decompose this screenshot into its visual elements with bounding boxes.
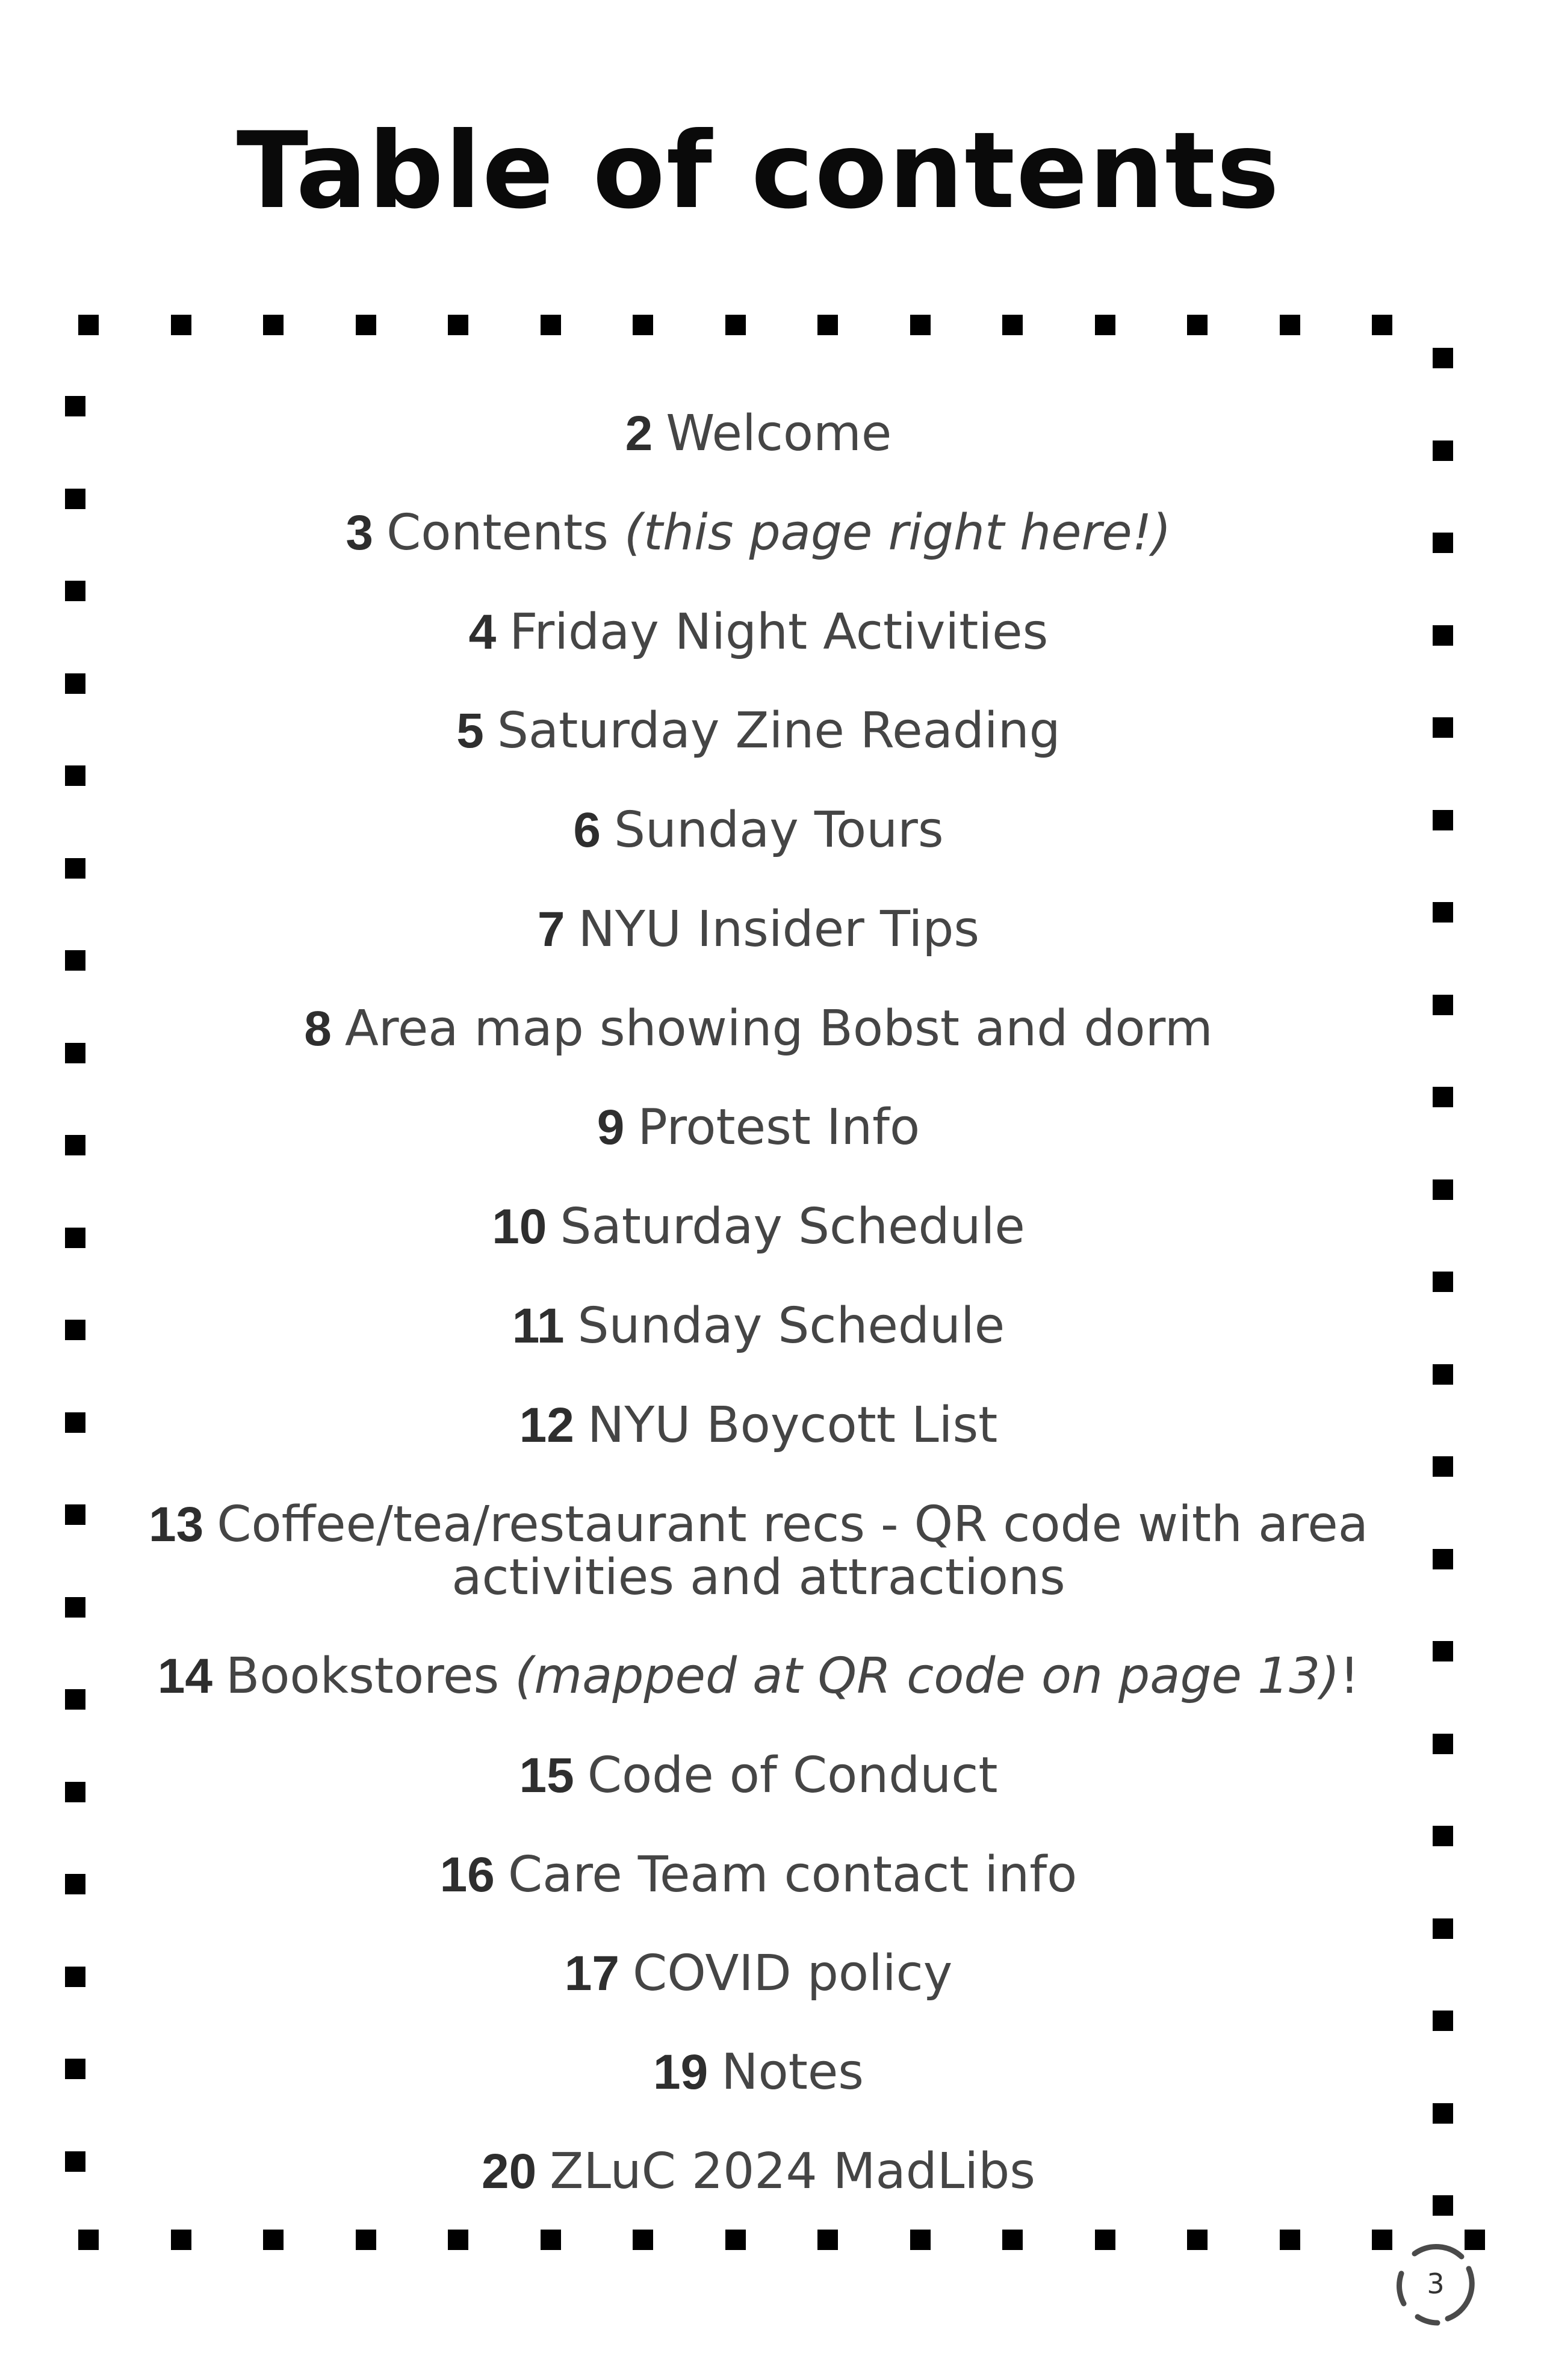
- toc-label: Coffee/tea/restaurant recs - QR code with area: [217, 1496, 1368, 1553]
- toc-entry-covid-policy[interactable]: [138, 1947, 1378, 2000]
- toc-page-number: 5: [456, 703, 484, 758]
- toc-entry-madlibs[interactable]: [138, 2145, 1378, 2198]
- toc-entry-welcome[interactable]: [138, 407, 1378, 460]
- toc-page-number: 9: [597, 1100, 625, 1155]
- page-number-badge: [1391, 2239, 1481, 2329]
- toc-label: Area map showing Bobst and dorm: [344, 1000, 1213, 1057]
- toc-entry-area-map[interactable]: [138, 1000, 1378, 1057]
- toc-entry-coffee-recs[interactable]: [138, 1498, 1378, 1604]
- toc-label: Sunday Tours: [613, 802, 944, 859]
- toc-label: Care Team contact info: [507, 1846, 1077, 1903]
- toc-label: Protest Info: [637, 1099, 920, 1156]
- toc-label-continued: activities and attractions: [451, 1549, 1065, 1606]
- toc-page-number: 20: [482, 2144, 537, 2199]
- toc-page-number: 19: [653, 2045, 708, 2100]
- toc-label: COVID policy: [632, 1945, 953, 2002]
- toc-label: Bookstores: [226, 1648, 500, 1705]
- toc-label: Contents: [386, 504, 609, 561]
- toc-page-number: 16: [439, 1847, 495, 1902]
- toc-entry-care-team[interactable]: [138, 1846, 1378, 1903]
- toc-entry-sunday-tours[interactable]: [138, 804, 1378, 857]
- toc-entry-saturday-schedule[interactable]: [138, 1198, 1378, 1255]
- toc-entry-notes[interactable]: [138, 2046, 1378, 2099]
- toc-page-number: 13: [149, 1497, 204, 1552]
- toc-label: Notes: [721, 2044, 864, 2101]
- toc-page-number: 3: [346, 505, 373, 560]
- toc-page-number: 4: [468, 605, 497, 660]
- toc-page-number: 10: [492, 1199, 547, 1254]
- toc-page-number: 8: [304, 1001, 332, 1056]
- toc-entry-contents[interactable]: [138, 504, 1378, 561]
- toc-note: (this page right here!): [624, 504, 1171, 561]
- toc-label: Saturday Zine Reading: [497, 702, 1061, 759]
- toc-page-number: 14: [157, 1649, 212, 1704]
- toc-page-number: 7: [537, 902, 565, 957]
- toc-page-number: 11: [512, 1299, 565, 1353]
- toc-label: Code of Conduct: [587, 1747, 998, 1804]
- toc-suffix: !: [1339, 1648, 1360, 1705]
- toc-entry-code-of-conduct[interactable]: [138, 1749, 1378, 1802]
- toc-label: NYU Boycott List: [587, 1397, 998, 1454]
- toc-entry-nyu-boycott-list[interactable]: [138, 1399, 1378, 1452]
- toc-label: NYU Insider Tips: [578, 901, 980, 958]
- page-title: Table of contents: [236, 110, 1281, 232]
- toc-label: ZLuC 2024 MadLibs: [550, 2143, 1035, 2200]
- toc-entry-friday-night-activities[interactable]: [138, 606, 1378, 659]
- toc-note: (mapped at QR code on page 13): [515, 1648, 1340, 1705]
- toc-page-number: 15: [519, 1748, 574, 1803]
- toc-page-number: 17: [564, 1946, 619, 2001]
- page-number: 3: [1427, 2267, 1445, 2300]
- toc-label: Saturday Schedule: [560, 1198, 1025, 1255]
- toc-label: Sunday Schedule: [577, 1297, 1005, 1355]
- toc-page-number: 2: [625, 406, 653, 461]
- toc-entry-protest-info[interactable]: [138, 1101, 1378, 1154]
- toc-label: Friday Night Activities: [509, 604, 1049, 661]
- toc-page-number: 12: [519, 1398, 574, 1453]
- toc-entry-sunday-schedule[interactable]: [138, 1297, 1378, 1355]
- toc-page-number: 6: [573, 803, 601, 858]
- toc-entry-nyu-insider-tips[interactable]: [138, 903, 1378, 956]
- toc-entry-bookstores[interactable]: [138, 1650, 1378, 1703]
- toc-label: Welcome: [666, 405, 892, 462]
- toc-entry-saturday-zine-reading[interactable]: [138, 702, 1378, 759]
